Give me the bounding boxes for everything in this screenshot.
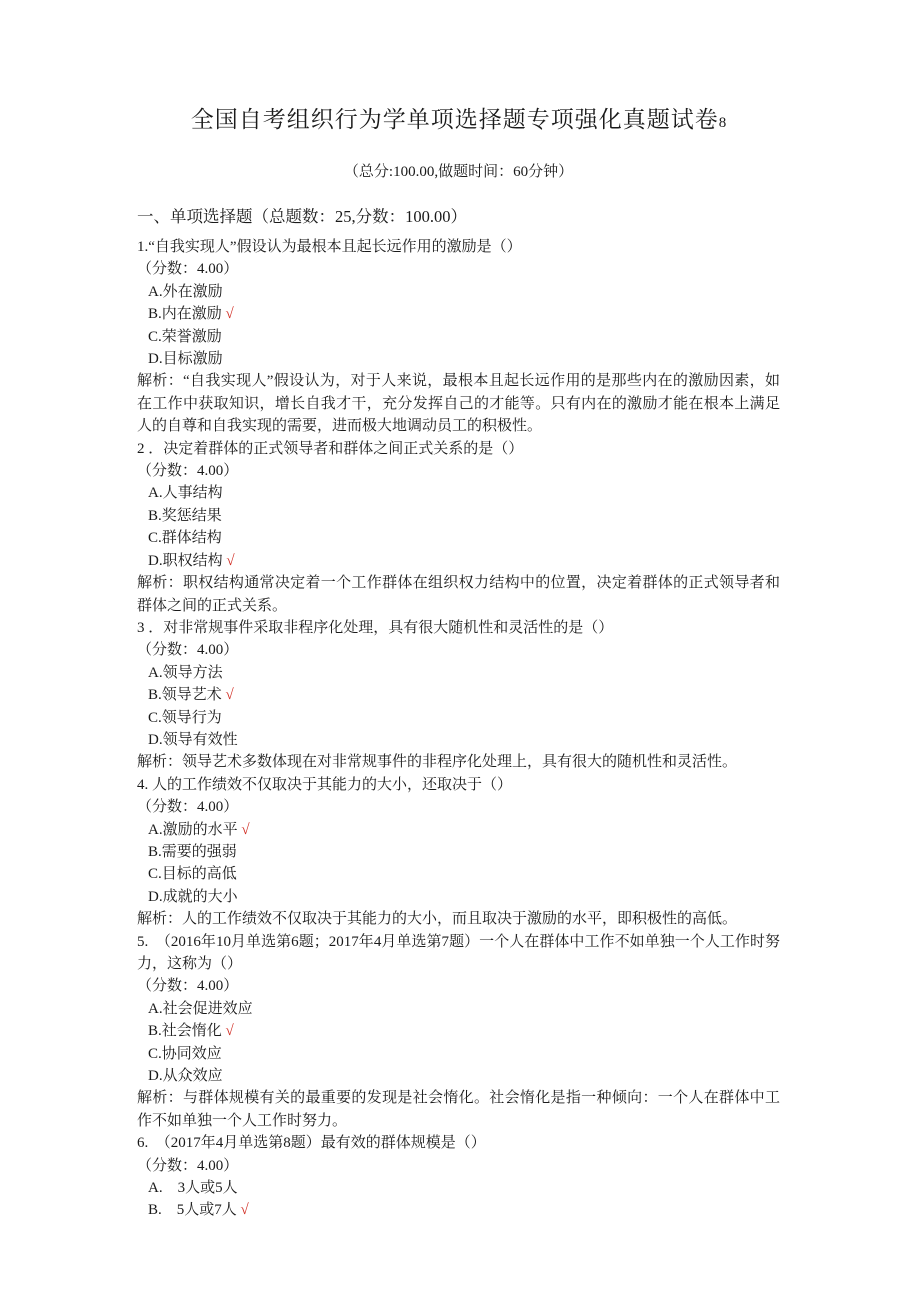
option-line: D.职权结构 √ <box>148 552 235 569</box>
option-line: D.从众效应 <box>148 1068 223 1085</box>
correct-checkmark: √ <box>221 687 234 704</box>
option-line: D.目标激励 <box>148 351 223 368</box>
question-options <box>137 998 780 1088</box>
question-block <box>137 236 780 438</box>
correct-checkmark: √ <box>236 1202 249 1219</box>
question-options <box>137 281 780 371</box>
question-options <box>137 662 780 752</box>
option-line: C.协同效应 <box>148 1045 222 1062</box>
option-line: A.外在激励 <box>148 283 223 300</box>
question-score: （分数：4.00） <box>137 799 239 816</box>
option-line: C.荣誉激励 <box>148 328 222 345</box>
option-line: A.激励的水平 √ <box>148 821 250 838</box>
correct-checkmark: √ <box>221 306 234 323</box>
question-score: （分数：4.00） <box>137 978 239 995</box>
question-analysis: 解析：人的工作绩效不仅取决于其能力的大小，而且取决于激励的水平，即积极性的高低。 <box>137 911 738 928</box>
question-score: （分数：4.00） <box>137 1157 239 1174</box>
question-block <box>137 931 780 1133</box>
correct-checkmark: √ <box>222 552 235 569</box>
question-block <box>137 438 780 617</box>
doc-title-suffix: 8 <box>718 115 727 131</box>
question-stem: 2 ．决定着群体的正式领导者和群体之间正式关系的是（） <box>137 440 524 457</box>
option-line: B. 5人或7人 √ <box>148 1202 249 1219</box>
question-score: （分数：4.00） <box>137 261 239 278</box>
correct-checkmark: √ <box>237 821 250 838</box>
question-analysis: 解析：与群体规模有关的最重要的发现是社会惰化。社会惰化是指一种倾向：一个人在群体中工作不如单独一个人工作时努力。 <box>137 1090 780 1129</box>
question-stem: 3 ．对非常规事件采取非程序化处理，具有很大随机性和灵活性的是（） <box>137 619 614 636</box>
question-stem: 6. （2017年4月单选第8题）最有效的群体规模是（） <box>137 1135 486 1152</box>
option-line: C.群体结构 <box>148 530 222 547</box>
question-analysis: 解析：职权结构通常决定着一个工作群体在组织权力结构中的位置，决定着群体的正式领导者和群体之间的正式关系。 <box>137 575 780 614</box>
question-block <box>137 617 780 774</box>
question-stem: 1.“自我实现人”假设认为最根本且起长远作用的激励是（） <box>137 239 522 255</box>
option-line: C.领导行为 <box>148 709 222 726</box>
question-block <box>137 1132 780 1222</box>
question-options <box>137 819 780 909</box>
option-line: B.需要的强弱 <box>148 843 237 860</box>
question-analysis: 解析：领导艺术多数体现在对非常规事件的非程序化处理上，具有很大的随机性和灵活性。 <box>137 754 738 771</box>
question-score: （分数：4.00） <box>137 642 239 659</box>
option-line: D.领导有效性 <box>148 731 238 748</box>
option-line: A. 3人或5人 <box>148 1180 238 1197</box>
option-line: A.人事结构 <box>148 485 223 502</box>
option-line: C.目标的高低 <box>148 866 237 883</box>
question-stem: 4. 人的工作绩效不仅取决于其能力的大小，还取决于（） <box>137 776 513 793</box>
option-line: A.领导方法 <box>148 664 223 681</box>
question-options <box>137 1177 780 1222</box>
questions <box>137 236 780 1222</box>
question-analysis: 解析：“自我实现人”假设认为，对于人来说，最根本且起长远作用的是那些内在的激励因素，如在工作中获取知识，增长自我才干，充分发挥自己的才能等。只有内在的激励才能在根本上满足人的自尊和自我实现的需要，进而极大地调动员工的积极性。 <box>137 373 780 435</box>
question-score: （分数：4.00） <box>137 463 239 480</box>
option-line: A.社会促进效应 <box>148 1000 253 1017</box>
correct-checkmark: √ <box>221 1023 234 1040</box>
option-line: D.成就的大小 <box>148 888 238 905</box>
option-line: B.内在激励 √ <box>148 306 234 323</box>
section-heading: 一、单项选择题（总题数：25,分数：100.00） <box>137 207 467 226</box>
option-line: B.奖惩结果 <box>148 507 222 524</box>
option-line: B.社会惰化 √ <box>148 1023 234 1040</box>
question-block <box>137 774 780 931</box>
doc-title-text: 全国自考组织行为学单项选择题专项强化真题试卷 <box>190 107 719 132</box>
option-line: B.领导艺术 √ <box>148 687 234 704</box>
doc-title <box>137 102 780 141</box>
question-options <box>137 482 780 572</box>
doc-subtitle: （总分:100.00,做题时间：60分钟） <box>343 164 574 180</box>
question-stem: 5. （2016年10月单选第6题；2017年4月单选第7题）一个人在群体中工作不如单独一个人工作时努力，这称为（） <box>137 933 780 972</box>
